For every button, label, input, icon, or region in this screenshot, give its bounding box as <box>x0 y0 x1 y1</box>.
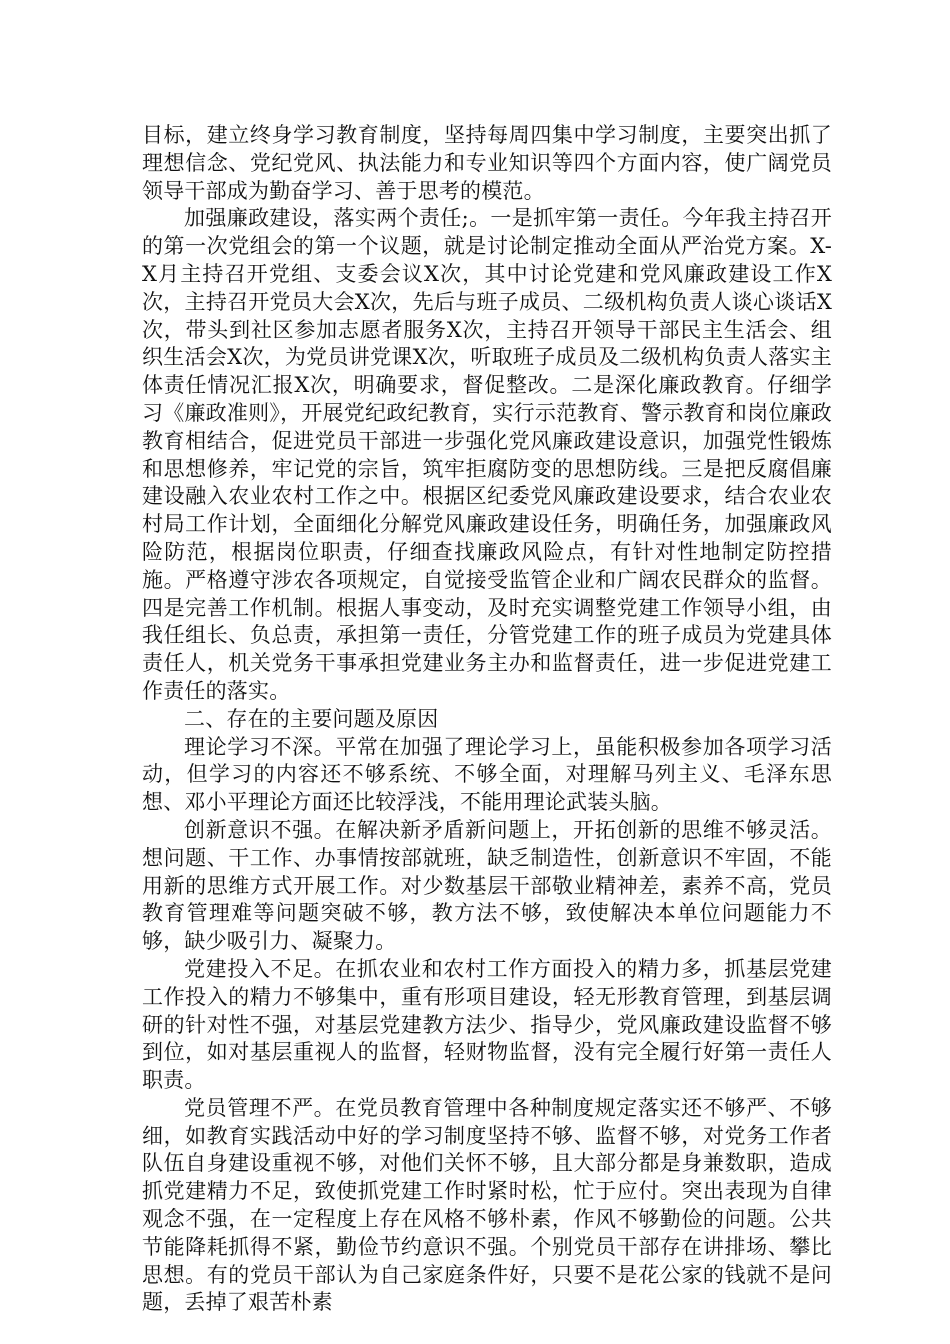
paragraph-integrity-building: 加强廉政建设，落实两个责任;。一是抓牢第一责任。今年我主持召开的第一次党组会的第一个议题，就是讨论制定推动全面从严治党方案。X-X月主持召开党组、支委会议X次，其中讨论党建和党风廉政建设工作X次，主持召开党员大会X次，先后与班子成员、二级机构负责人谈心谈话X次，带头到社区参加志愿者服务X次，主持召开领导干部民主生活会、组织生活会X次，为党员讲党课X次，听取班子成员及二级机构负责人落实主体责任情况汇报X次，明确要求，督促整改。二是深化廉政教育。仔细学习《廉政准则》，开展党纪政纪教育，实行示范教育、警示教育和岗位廉政教育相结合，促进党员干部进一步强化党风廉政建设意识，加强党性锻炼和思想修养，牢记党的宗旨，筑牢拒腐防变的思想防线。三是把反腐倡廉建设融入农业农村工作之中。根据区纪委党风廉政建设要求，结合农业农村局工作计划，全面细化分解党风廉政建设任务，明确任务，加强廉政风险防范，根据岗位职责，仔细查找廉政风险点，有针对性地制定防控措施。严格遵守涉农各项规定，自觉接受监管企业和广阔农民群众的监督。四是完善工作机制。根据人事变动，及时充实调整党建工作领导小组，由我任组长、负总责，承担第一责任，分管党建工作的班子成员为党建具体责任人，机关党务干事承担党建业务主办和监督责任，进一步促进党建工作责任的落实。 <box>142 206 832 703</box>
document-body <box>142 122 832 1317</box>
paragraph-member-management: 党员管理不严。在党员教育管理中各种制度规定落实还不够严、不够细，如教育实践活动中好的学习制度坚持不够、监督不够，对党务工作者队伍自身建设重视不够，对他们关怀不够，且大部分都是身兼数职，造成抓党建精力不足，致使抓党建工作时紧时松，忙于应付。突出表现为自律观念不强，在一定程度上存在风格不够朴素，作风不够勤俭的问题。公共节能降耗抓得不紧，勤俭节约意识不强。个别党员干部存在讲排场、攀比思想。有的党员干部认为自己家庭条件好，只要不是花公家的钱就不是问题，丢掉了艰苦朴素 <box>142 1095 832 1315</box>
paragraph-theory-study: 理论学习不深。平常在加强了理论学习上，虽能积极参加各项学习活动，但学习的内容还不够系统、不够全面，对理解马列主义、毛泽东思想、邓小平理论方面还比较浮浅，不能用理论武装头脑。 <box>142 734 832 815</box>
paragraph-innovation: 创新意识不强。在解决新矛盾新问题上，开拓创新的思维不够灵活。想问题、干工作、办事情按部就班，缺乏制造性，创新意识不牢固，不能用新的思维方式开展工作。对少数基层干部敬业精神差，素养不高，党员教育管理难等问题突破不够，教方法不够，致使解决本单位问题能力不够，缺少吸引力、凝聚力。 <box>142 817 832 954</box>
section-heading-problems: 二、存在的主要问题及原因 <box>184 706 439 731</box>
paragraph-party-building-input: 党建投入不足。在抓农业和农村工作方面投入的精力多，抓基层党建工作投入的精力不够集中，重有形项目建设，轻无形教育管理，到基层调研的针对性不强，对基层党建教方法少、指导少，党风廉政建设监督不够到位，如对基层重视人的监督，轻财物监督，没有完全履行好第一责任人职责。 <box>142 956 832 1093</box>
paragraph-intro-continuation: 目标，建立终身学习教育制度，坚持每周四集中学习制度，主要突出抓了理想信念、党纪党风、执法能力和专业知识等四个方面内容，使广阔党员领导干部成为勤奋学习、善于思考的模范。 <box>142 123 832 203</box>
